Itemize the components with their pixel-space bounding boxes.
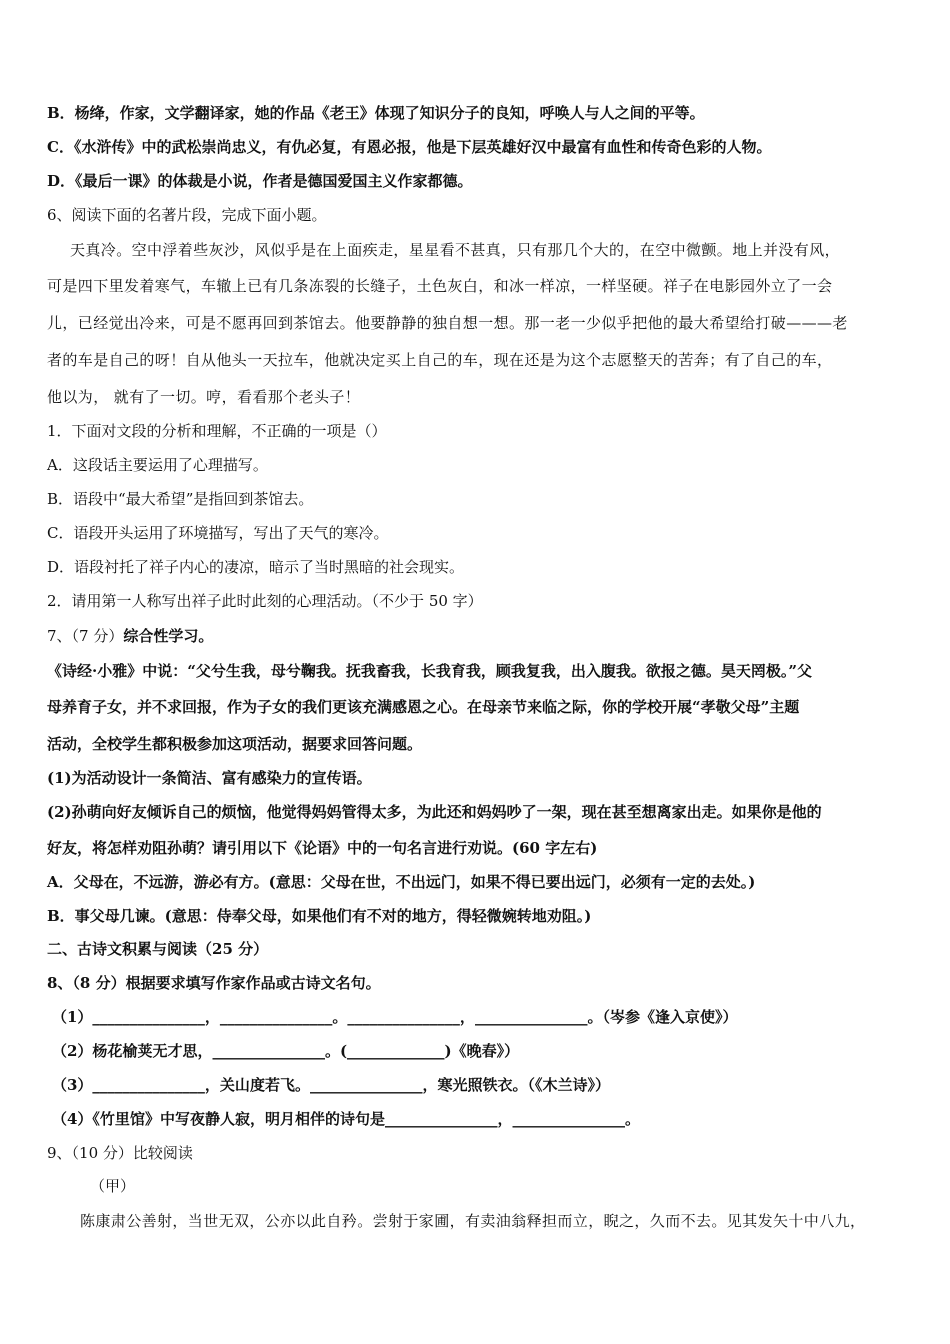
passage-line-5: 他以为， 就有了一切。哼，看看那个老头子！ [47,388,361,406]
q7-intro-line-1: 《诗经·小雅》中说：“父兮生我，母兮鞠我。抚我畜我，长我育我，顾我复我，出入腹我。欲报之德。昊天罔极。”父 [47,662,812,680]
subquestion-2: 2．请用第一人称写出祥子此时此刻的心理活动。（不少于 50 字） [47,592,483,610]
option-c-line: C．《水浒传》中的武松崇尚忠义，有仇必复，有恩必报，他是下层英雄好汉中最富有血性和传奇色彩的人物。 [47,138,772,156]
subquestion-1: 1．下面对文段的分析和理解，不正确的一项是（） [47,422,387,440]
choice-b: B．语段中“最大希望”是指回到茶馆去。 [47,490,314,508]
passage-line-1: 天真冷。空中浮着些灰沙，风似乎是在上面疾走，星星看不甚真，只有那几个大的，在空中微颤。地上并没有风， [70,241,841,259]
q7-option-b: B．事父母几谏。(意思：侍奉父母，如果他们有不对的地方，得轻微婉转地劝阻。) [47,907,592,925]
q7-part-2-line-1: (2)孙萌向好友倾诉自己的烦恼，他觉得妈妈管得太多，为此还和妈妈吵了一架，现在甚至想离家出走。如果你是他的 [47,803,822,821]
q8-item-3: （3）_______________，关山度若飞。_______________，寒光照铁衣。（《木兰诗》） [52,1076,610,1094]
choice-a: A．这段话主要运用了心理描写。 [47,456,268,474]
question-9-heading: 9、（10 分）比较阅读 [47,1144,193,1162]
option-d-line: D．《最后一课》的体裁是小说，作者是德国爱国主义作家都德。 [47,172,473,190]
q7-intro-line-3: 活动，全校学生都积极参加这项活动，据要求回答问题。 [47,735,423,753]
q8-item-1: （1）_______________，_______________。_______________，_______________。（岑参《逢入京使》） [52,1008,738,1026]
question-7-number: 7、（7 分） [47,627,124,645]
q7-intro-line-2: 母养育子女，并不求回报，作为子女的我们更该充满感恩之心。在母亲节来临之际，你的学校开展“孝敬父母”主题 [47,698,800,716]
question-7-heading [47,626,213,646]
option-b-line: B．杨绛，作家，文学翻译家，她的作品《老王》体现了知识分子的良知，呼唤人与人之间的平等。 [47,104,705,122]
passage-line-3: 儿，已经觉出冷来，可是不愿再回到茶馆去。他要静静的独自想一想。那一老一少似乎把他的最大希望给打破———老 [47,314,848,332]
q8-item-4: （4）《竹里馆》中写夜静人寂，明月相伴的诗句是_______________，_______________。 [52,1110,640,1128]
choice-c: C．语段开头运用了环境描写，写出了天气的寒冷。 [47,524,389,542]
passage-jia-line-1: 陈康肃公善射，当世无双，公亦以此自矜。尝射于家圃，有卖油翁释担而立，睨之，久而不去。见其发矢十中八九， [80,1212,866,1230]
passage-line-4: 者的车是自己的呀！自从他头一天拉车，他就决定买上自己的车，现在还是为这个志愿整天的苦奔；有了自己的车， [47,351,833,369]
passage-jia-label: （甲） [90,1177,136,1195]
q7-option-a: A．父母在，不远游，游必有方。(意思：父母在世，不出远门，如果不得已要出远门，必须有一定的去处。) [47,873,756,891]
question-6-heading: 6、阅读下面的名著片段，完成下面小题。 [47,206,327,224]
question-8-heading: 8、（8 分）根据要求填写作家作品或古诗文名句。 [47,974,381,992]
question-7-title: 综合性学习。 [123,627,214,645]
section-2-heading: 二、古诗文积累与阅读（25 分） [47,940,269,958]
q7-part-2-line-2: 好友，将怎样劝阻孙萌？请引用以下《论语》中的一句名言进行劝说。(60 字左右) [47,839,598,857]
q7-part-1: (1)为活动设计一条简洁、富有感染力的宣传语。 [47,769,372,787]
q8-item-2: （2）杨花榆荚无才思，_______________。(_____________)《晚春》） [52,1042,520,1060]
passage-line-2: 可是四下里发着寒气，车辙上已有几条冻裂的长缝子，土色灰白，和冰一样凉，一样坚硬。祥子在电影园外立了一会 [47,277,833,295]
choice-d: D．语段衬托了祥子内心的凄凉，暗示了当时黑暗的社会现实。 [47,558,465,576]
